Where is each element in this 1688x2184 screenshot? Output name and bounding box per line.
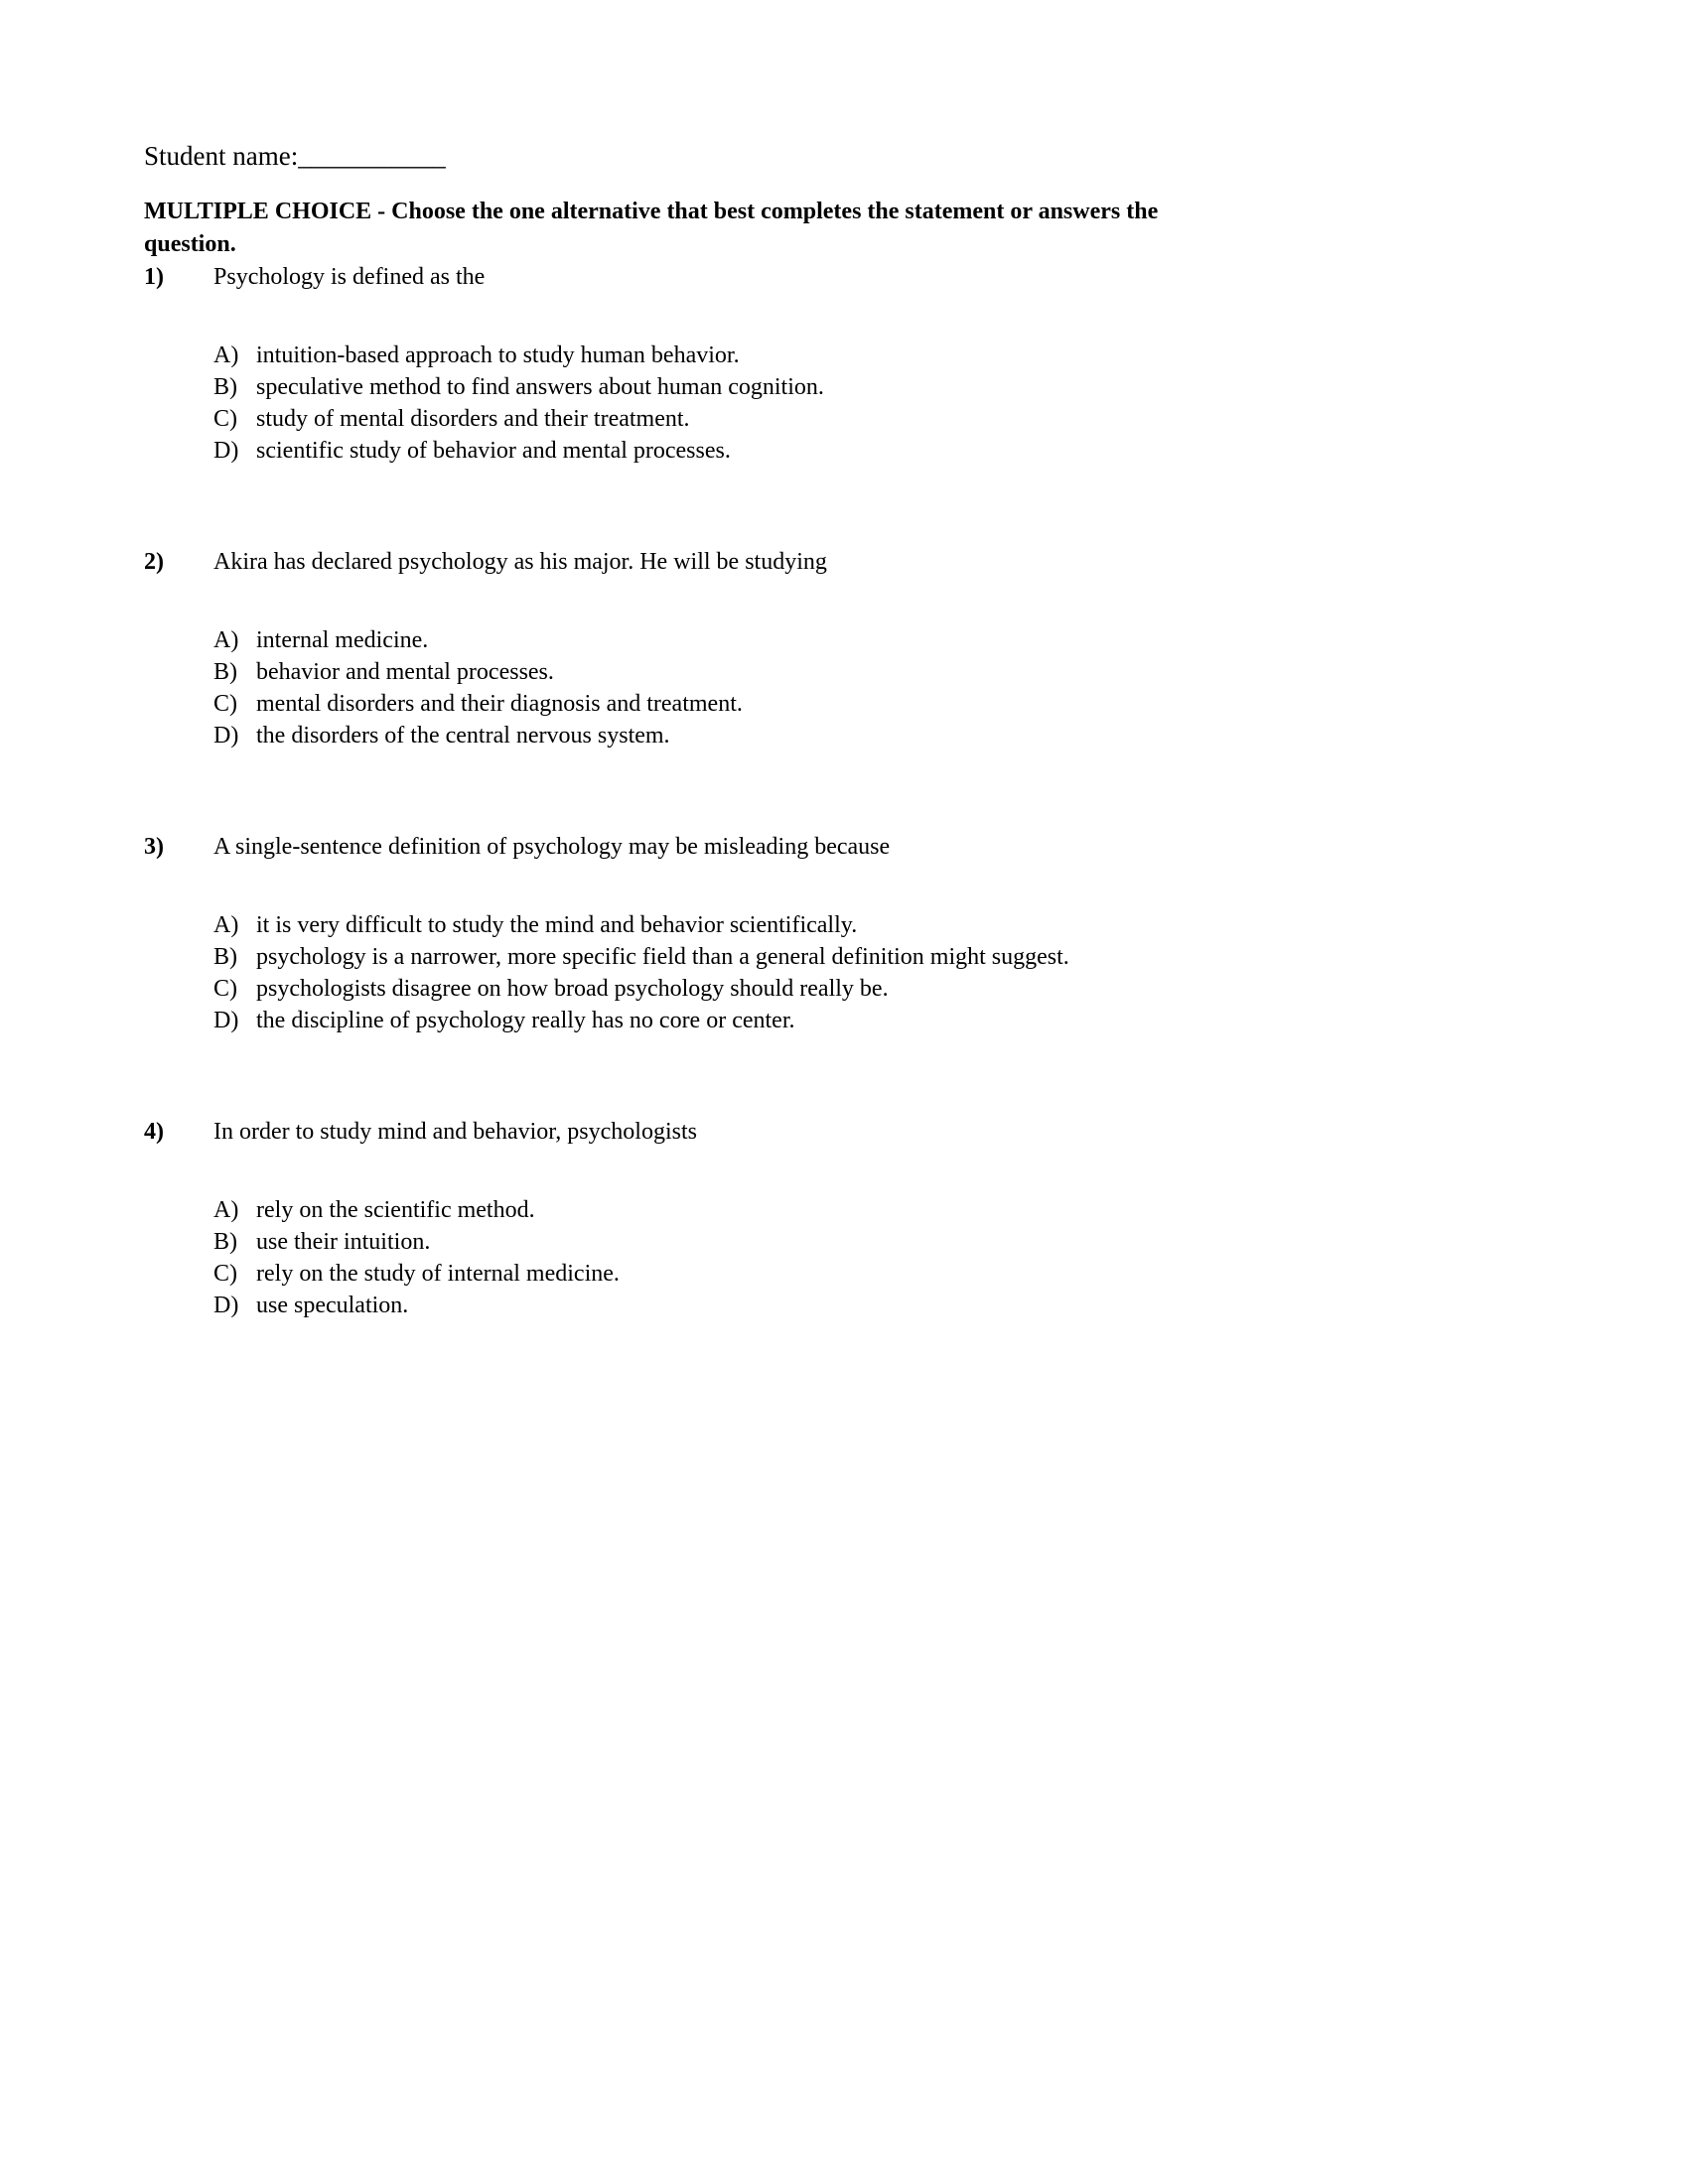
option-text: the discipline of psychology really has no core or center. xyxy=(256,1008,795,1033)
option-text: internal medicine. xyxy=(256,627,429,653)
option-letter: D) xyxy=(213,723,239,749)
option-letter: D) xyxy=(213,1293,239,1318)
question-number: 3) xyxy=(144,834,164,860)
option-text: the disorders of the central nervous system. xyxy=(256,723,670,749)
option-c xyxy=(213,973,1609,1005)
option-letter: D) xyxy=(213,438,239,464)
question-4-header xyxy=(144,1116,1609,1148)
question-1-header xyxy=(144,261,1609,293)
option-letter: A) xyxy=(213,1197,239,1223)
option-text: behavior and mental processes. xyxy=(256,659,554,685)
question-3 xyxy=(144,831,1609,1036)
option-text: mental disorders and their diagnosis and treatment. xyxy=(256,691,743,717)
option-text: psychology is a narrower, more specific field than a general definition might suggest. xyxy=(256,944,1069,970)
option-b xyxy=(213,1226,1609,1258)
question-1 xyxy=(144,261,1609,467)
question-number: 1) xyxy=(144,264,164,290)
option-text: it is very difficult to study the mind and behavior scientifically. xyxy=(256,912,858,938)
option-b xyxy=(213,656,1609,688)
option-letter: B) xyxy=(213,944,237,970)
question-number: 4) xyxy=(144,1119,164,1145)
student-name-line xyxy=(144,139,1609,173)
option-c xyxy=(213,688,1609,720)
option-text: intuition-based approach to study human behavior. xyxy=(256,342,740,368)
option-letter: A) xyxy=(213,627,239,653)
option-a xyxy=(213,624,1609,656)
question-text: Akira has declared psychology as his major. He will be studying xyxy=(213,549,827,575)
option-letter: B) xyxy=(213,659,237,685)
question-text: Psychology is defined as the xyxy=(213,264,486,290)
option-text: study of mental disorders and their treatment. xyxy=(256,406,690,432)
question-text: In order to study mind and behavior, psychologists xyxy=(213,1119,697,1145)
option-letter: A) xyxy=(213,342,239,368)
option-text: scientific study of behavior and mental processes. xyxy=(256,438,731,464)
option-text: rely on the study of internal medicine. xyxy=(256,1261,620,1287)
option-letter: A) xyxy=(213,912,239,938)
question-text: A single-sentence definition of psychology may be misleading because xyxy=(213,834,891,860)
option-letter: C) xyxy=(213,976,237,1002)
student-name-label: Student name: xyxy=(144,141,299,171)
option-c xyxy=(213,403,1609,435)
question-4-options xyxy=(213,1194,1609,1321)
question-3-header xyxy=(144,831,1609,863)
option-letter: B) xyxy=(213,1229,237,1255)
instructions-text: MULTIPLE CHOICE - Choose the one alternative that best completes the statement or answers the question. xyxy=(144,199,1159,257)
question-2-header xyxy=(144,546,1609,578)
option-text: use speculation. xyxy=(256,1293,409,1318)
option-b xyxy=(213,371,1609,403)
option-d xyxy=(213,435,1609,467)
option-letter: B) xyxy=(213,374,237,400)
option-a xyxy=(213,909,1609,941)
option-b xyxy=(213,941,1609,973)
question-1-options xyxy=(213,340,1609,467)
question-3-options xyxy=(213,909,1609,1036)
option-text: use their intuition. xyxy=(256,1229,431,1255)
option-text: psychologists disagree on how broad psychology should really be. xyxy=(256,976,889,1002)
question-4 xyxy=(144,1116,1609,1321)
question-number: 2) xyxy=(144,549,164,575)
option-c xyxy=(213,1258,1609,1290)
option-d xyxy=(213,1290,1609,1321)
option-text: rely on the scientific method. xyxy=(256,1197,535,1223)
option-letter: C) xyxy=(213,1261,237,1287)
option-letter: C) xyxy=(213,406,237,432)
student-name-blank: ___________ xyxy=(298,141,446,171)
option-letter: D) xyxy=(213,1008,239,1033)
question-2-options xyxy=(213,624,1609,751)
option-text: speculative method to find answers about human cognition. xyxy=(256,374,824,400)
option-d xyxy=(213,1005,1609,1036)
option-letter: C) xyxy=(213,691,237,717)
question-2 xyxy=(144,546,1609,751)
option-a xyxy=(213,340,1609,371)
option-d xyxy=(213,720,1609,751)
option-a xyxy=(213,1194,1609,1226)
